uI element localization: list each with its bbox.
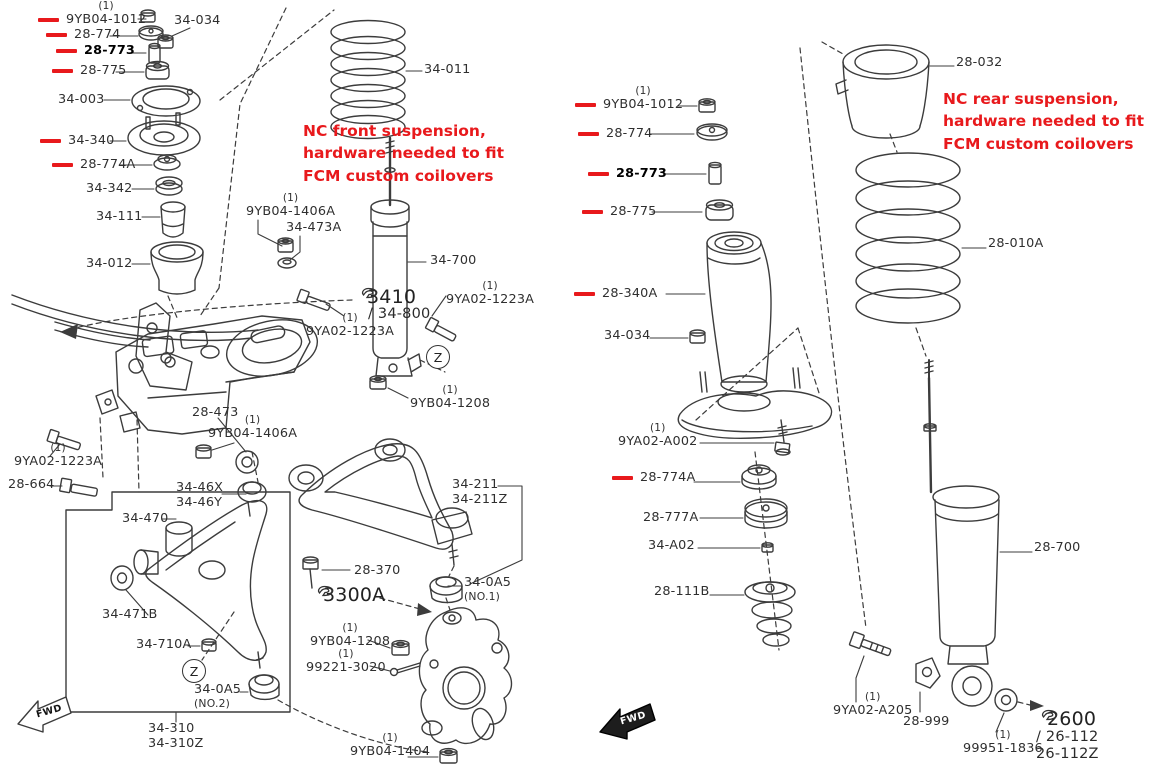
qty-label: (1) [650,422,666,434]
part-number: 28-999 [903,714,950,729]
part-label-34-342 [86,182,133,197]
part-number: (NO.2) [194,696,231,710]
part-label--26-112 [1036,729,1099,762]
part-label-28-032 [956,56,1003,71]
red-highlight-dash [578,132,599,136]
part-label-34-710a [136,638,191,653]
part-number: / 34-800 [368,306,431,322]
part-label-28-777a [643,511,698,526]
part-number: 28-777A [643,510,699,525]
part-label-text [956,56,1003,71]
part-label-text [148,722,204,751]
part-label-28-773 [588,167,667,182]
part-number: 9YA02-A205 [833,702,913,718]
part-label-34-470 [122,512,169,527]
part-label-28-700 [1034,541,1081,556]
part-number: 28-775 [610,204,657,219]
part-number: 2600 [1047,708,1097,730]
part-number: 26-112Z [1036,745,1099,762]
part-label-text [618,423,698,449]
part-label-9yb04-1012 [38,1,146,27]
part-number: 34-342 [86,181,133,196]
part-number: 28-473 [192,405,239,420]
part-number: 28-773 [616,166,668,181]
part-label-99951-1836 [963,730,1043,756]
part-label-text [1036,729,1099,762]
part-label-9yb04-1406a [208,415,297,441]
part-label-34-0a5 [464,576,511,603]
part-label-34-473a [286,221,341,236]
part-label-34-034 [174,14,221,29]
part-label-text [452,478,508,507]
part-label-9yb04-1208 [310,623,390,649]
part-number: 28-773 [84,43,136,58]
part-number: 99221-3020 [306,659,386,675]
part-number: 34-012 [86,256,133,271]
red-highlight-dash [582,210,603,214]
part-label-28-340a [574,287,657,302]
part-label-text [446,281,534,307]
part-number: 34-46Y [176,494,223,510]
part-label-text [310,623,390,649]
part-number: 34-700 [430,253,477,268]
part-label-99221-3020 [306,649,386,675]
part-label-text [430,254,477,269]
part-number: 34-211 [452,477,499,492]
part-label-9ya02-a205 [833,692,913,718]
part-number: (NO.1) [464,589,501,603]
part-label-text [350,733,430,759]
part-label-9ya02-1223a [14,443,102,469]
qty-label: (1) [342,622,358,634]
fwd-arrow-label-front: FWD [34,702,64,721]
part-label-34-471b [102,608,158,623]
part-label-text [464,576,511,603]
part-number: 99951-1836 [963,740,1043,756]
part-number: 34-0A5 [194,682,242,697]
part-label-text [643,511,698,526]
front-annotation [303,120,504,187]
part-number: 34-471B [102,607,158,622]
part-label-34-011 [424,63,471,78]
part-number: 28-032 [956,55,1003,70]
part-label-text [306,313,394,339]
part-label-34-0a5 [194,683,241,710]
qty-label: (1) [482,280,498,292]
part-label-9ya02-a002 [618,423,698,449]
front-annotation-line: NC front suspension, [303,122,486,140]
red-highlight-dash [56,49,77,53]
qty-label: (1) [282,192,299,204]
part-label-34-340 [40,134,115,149]
part-label-text [84,44,135,59]
part-number: 28-775 [80,63,127,78]
part-number: 34-211Z [452,491,508,507]
z-marker: Z [182,659,206,683]
part-number: 9YB04-1012 [603,96,684,112]
qty-label: (1) [244,414,261,426]
part-number: 34-A02 [648,538,695,553]
part-label-28-775 [582,205,657,220]
part-label-text [602,287,657,302]
part-number: 34-310 [148,721,195,736]
part-number: 34-111 [96,209,143,224]
part-label-text [603,86,683,112]
part-label-28-999 [903,715,950,730]
part-label-text [604,329,651,344]
part-label-text [654,585,710,600]
part-label-3300a [316,585,385,607]
part-number: 34-0A5 [464,575,512,590]
part-label-text [122,512,169,527]
rear-annotation-line: FCM custom coilovers [943,134,1134,153]
part-label-34-310 [148,722,204,751]
rear-annotation [943,88,1144,155]
qty-label: (1) [382,732,398,744]
part-label-28-774a [612,471,695,486]
qty-label: (1) [338,648,354,660]
part-label-text [963,730,1043,756]
part-label-text [648,539,695,554]
part-number: 28-370 [354,563,401,578]
part-label-28-775 [52,64,127,79]
part-number: 28-774 [606,126,653,141]
part-label-text [96,210,143,225]
part-number: 9YB04-1012 [66,11,147,27]
part-number: 34-46X [176,480,224,495]
part-number: 34-473A [286,220,342,235]
part-label-text [246,193,335,219]
part-number: 9YB04-1406A [208,425,298,441]
front-annotation-line: hardware needed to fit [303,144,505,163]
part-label-text [58,93,105,108]
part-label-28-773 [56,44,135,59]
part-number: 34-310Z [148,735,204,751]
part-label-text [86,257,133,272]
part-number: 34-003 [58,92,105,107]
rear-annotation-line: NC rear suspension, [943,90,1119,108]
part-number: 28-700 [1034,540,1081,555]
red-highlight-dash [40,139,61,143]
part-label-text [174,14,221,29]
part-number: 28-010A [988,236,1044,251]
part-label-28-774 [578,127,653,142]
part-label-28-370 [354,564,401,579]
part-number: 9YA02-A002 [618,433,698,449]
part-number: 28-774 [74,27,121,42]
part-label-text [66,1,146,27]
part-number: 9YB04-1406A [246,203,336,219]
part-label-text [14,443,102,469]
part-label-text [610,205,657,220]
part-label-34-003 [58,93,105,108]
red-highlight-dash [574,292,595,296]
part-number: 9YB04-1208 [410,395,491,411]
part-label-text [606,127,653,142]
part-label-9ya02-1223a [306,313,394,339]
part-label-34-111 [96,210,143,225]
front-annotation-line: FCM custom coilovers [303,166,494,185]
part-label-text [354,564,401,579]
part-label-34-a02 [648,539,695,554]
part-label-text [8,478,55,493]
part-label-34-012 [86,257,133,272]
part-label-text [176,481,223,510]
fwd-arrow-label-rear: FWD [618,709,648,728]
red-highlight-dash [46,33,67,37]
red-highlight-dash [52,163,73,167]
part-number: 28-774A [640,470,696,485]
part-label-text [410,385,490,411]
part-number: 3410 [367,286,417,308]
part-label-text [86,182,133,197]
part-number: 28-774A [80,157,136,172]
part-label-text [424,63,471,78]
part-number: 28-340A [602,286,658,301]
part-label-text [102,608,158,623]
part-number: 34-034 [604,328,651,343]
part-label-9yb04-1404 [350,733,430,759]
part-label-28-111b [654,585,710,600]
part-label-28-774 [46,28,121,43]
part-label-28-774a [52,158,135,173]
part-label-text [616,167,667,182]
part-label-text [74,28,121,43]
part-label-text [1034,541,1081,556]
part-label-text [286,221,341,236]
qty-label: (1) [50,442,66,454]
part-label-9yb04-1012 [575,86,683,112]
red-highlight-dash [38,18,59,22]
red-highlight-dash [588,172,609,176]
red-highlight-dash [612,476,633,480]
part-label-text [194,683,241,710]
part-number: 34-340 [68,133,115,148]
part-number: 28-111B [654,584,710,599]
part-label-34-700 [430,254,477,269]
red-highlight-dash [52,69,73,73]
part-label-text [988,237,1043,252]
qty-label: (1) [635,85,651,97]
part-label-text [136,638,191,653]
part-label-9ya02-1223a [446,281,534,307]
qty-label: (1) [442,384,458,396]
part-number: 9YB04-1404 [350,743,431,759]
red-highlight-dash [575,103,596,107]
part-label-2600 [1040,709,1096,731]
z-marker: Z [426,345,450,369]
part-label-text [80,158,135,173]
qty-label: (1) [995,729,1011,741]
part-label-text [306,649,386,675]
part-number: 34-011 [424,62,471,77]
part-label-9yb04-1406a [246,193,335,219]
part-number: 34-470 [122,511,169,526]
part-label-28-664 [8,478,55,493]
rear-annotation-line: hardware needed to fit [943,112,1145,131]
part-number: 9YB04-1208 [310,633,391,649]
part-number: 34-034 [174,13,221,28]
part-label-9yb04-1208 [410,385,490,411]
part-label-text [640,471,695,486]
part-number: 9YA02-1223A [446,291,535,307]
part-label-text [833,692,913,718]
part-number: 9YA02-1223A [306,323,395,339]
qty-label: (1) [865,691,881,703]
part-number: / 26-112 [1036,729,1099,745]
part-label-text [903,715,950,730]
part-label-34-211 [452,478,508,507]
part-label-34-46x [176,481,223,510]
part-label-text [80,64,127,79]
part-number: 34-710A [136,637,192,652]
qty-label: (1) [342,312,358,324]
part-number: 9YA02-1223A [14,453,103,469]
part-number: 3300A [323,584,386,606]
part-label-34-034 [604,329,651,344]
part-number: 28-664 [8,477,55,492]
part-label-text [208,415,297,441]
part-label-28-010a [988,237,1043,252]
qty-label: (1) [98,0,114,12]
part-label-text [68,134,115,149]
